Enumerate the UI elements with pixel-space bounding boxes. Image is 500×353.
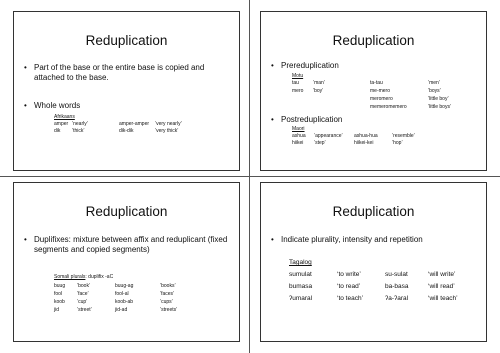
table-cell: buug-ag (115, 283, 134, 289)
table-cell: meromero (370, 96, 393, 102)
slide-4 (260, 182, 487, 342)
bullet-item: • Prereduplication (271, 61, 339, 70)
table-cell: su-sulat (385, 271, 408, 278)
table-cell: bumasa (289, 283, 313, 290)
table-cell: ‘books’ (160, 283, 176, 289)
fold-line-horizontal (0, 176, 500, 177)
table-cell: dik (54, 128, 61, 134)
table-cell: ashua-hua (354, 133, 378, 139)
table-cell: ‘will teach’ (428, 295, 458, 302)
table-cell: ‘man’ (313, 80, 325, 86)
table-cell: ‘face’ (77, 291, 89, 297)
bullet-item: • Duplifixes: mixture between affix and reduplicant (fixed segments and copied segments) (24, 235, 228, 254)
table-cell: ‘cups’ (160, 299, 173, 305)
slide-title: Reduplication (85, 33, 168, 48)
table-cell: me-mero (370, 88, 391, 94)
table-cell: ‘men’ (428, 80, 440, 86)
table-cell: ʔa-ʔaral (385, 295, 409, 302)
bullet-icon: • (24, 235, 27, 244)
slide-2 (260, 11, 487, 171)
bullet-item: • Whole words (24, 101, 81, 110)
table-cell: memeromemero (370, 104, 407, 110)
table-cell: ‘will read’ (428, 283, 455, 290)
table-cell: dik-dik (119, 128, 134, 134)
table-heading: Tagalog (289, 259, 312, 266)
bullet-icon: • (271, 115, 274, 124)
table-cell: buug (54, 283, 66, 289)
slide-1 (13, 11, 240, 171)
slide-title: Reduplication (332, 33, 415, 48)
table-cell: ‘boy’ (313, 88, 324, 94)
table-cell: ‘little boys’ (428, 104, 452, 110)
table-cell: hiikei (292, 140, 304, 146)
bullet-item: • Part of the base or the entire base is copied and attached to the base. (24, 63, 205, 82)
bullet-item: • Postreduplication (271, 115, 343, 124)
table-cell: ‘very thick’ (155, 128, 179, 134)
table-cell: ‘to read’ (337, 283, 361, 290)
table-cell: ʔumaral (289, 295, 313, 302)
slide-3 (13, 182, 240, 342)
table-cell: ‘streets’ (160, 307, 178, 313)
table-cell: mero (292, 88, 304, 94)
table-cell: ‘nearly’ (72, 121, 88, 127)
table-cell: ‘thick’ (72, 128, 85, 134)
table-cell: ba-basa (385, 283, 409, 290)
table-cell: ‘cup’ (77, 299, 88, 305)
table-cell: jid-ad (115, 307, 128, 313)
table-cell: amper (54, 121, 69, 127)
table-heading: Motu (292, 73, 304, 79)
table-cell: ashua (292, 133, 306, 139)
table-cell: koob (54, 299, 65, 305)
bullet-icon: • (271, 61, 274, 70)
table-cell: ‘book’ (77, 283, 91, 289)
table-heading: Afrikaans (54, 114, 75, 120)
table-cell: ta-tau (370, 80, 383, 86)
table-cell: ‘resemble’ (392, 133, 415, 139)
table-cell: ‘step’ (314, 140, 326, 146)
slide-title: Reduplication (85, 204, 168, 219)
table-cell: ‘boys’ (428, 88, 441, 94)
bullet-icon: • (24, 63, 27, 72)
table-cell: ‘to write’ (337, 271, 361, 278)
table-heading: Maori (292, 126, 305, 132)
table-cell: hiikei-kei (354, 140, 374, 146)
table-cell: ‘hop’ (392, 140, 403, 146)
slide-title: Reduplication (332, 204, 415, 219)
fold-line-vertical (249, 0, 250, 353)
table-cell: ‘appearance’ (314, 133, 343, 139)
table-cell: tau (292, 80, 299, 86)
table-cell: ‘street’ (77, 307, 92, 313)
table-cell: ‘faces’ (160, 291, 175, 297)
table-cell: ‘little boy’ (428, 96, 449, 102)
table-cell: fool (54, 291, 63, 297)
bullet-item: • Indicate plurality, intensity and repetition (271, 235, 423, 244)
table-heading: Somali plurals: duplifix -aC (54, 274, 114, 280)
bullet-icon: • (24, 101, 27, 110)
table-cell: koob-ab (115, 299, 134, 305)
table-cell: amper-amper (119, 121, 150, 127)
table-cell: ‘to teach’ (337, 295, 364, 302)
table-cell: sumulat (289, 271, 312, 278)
table-cell: ‘very nearly’ (155, 121, 182, 127)
bullet-icon: • (271, 235, 274, 244)
table-cell: fool-al (115, 291, 129, 297)
table-cell: ‘will write’ (428, 271, 456, 278)
table-cell: jid (54, 307, 60, 313)
